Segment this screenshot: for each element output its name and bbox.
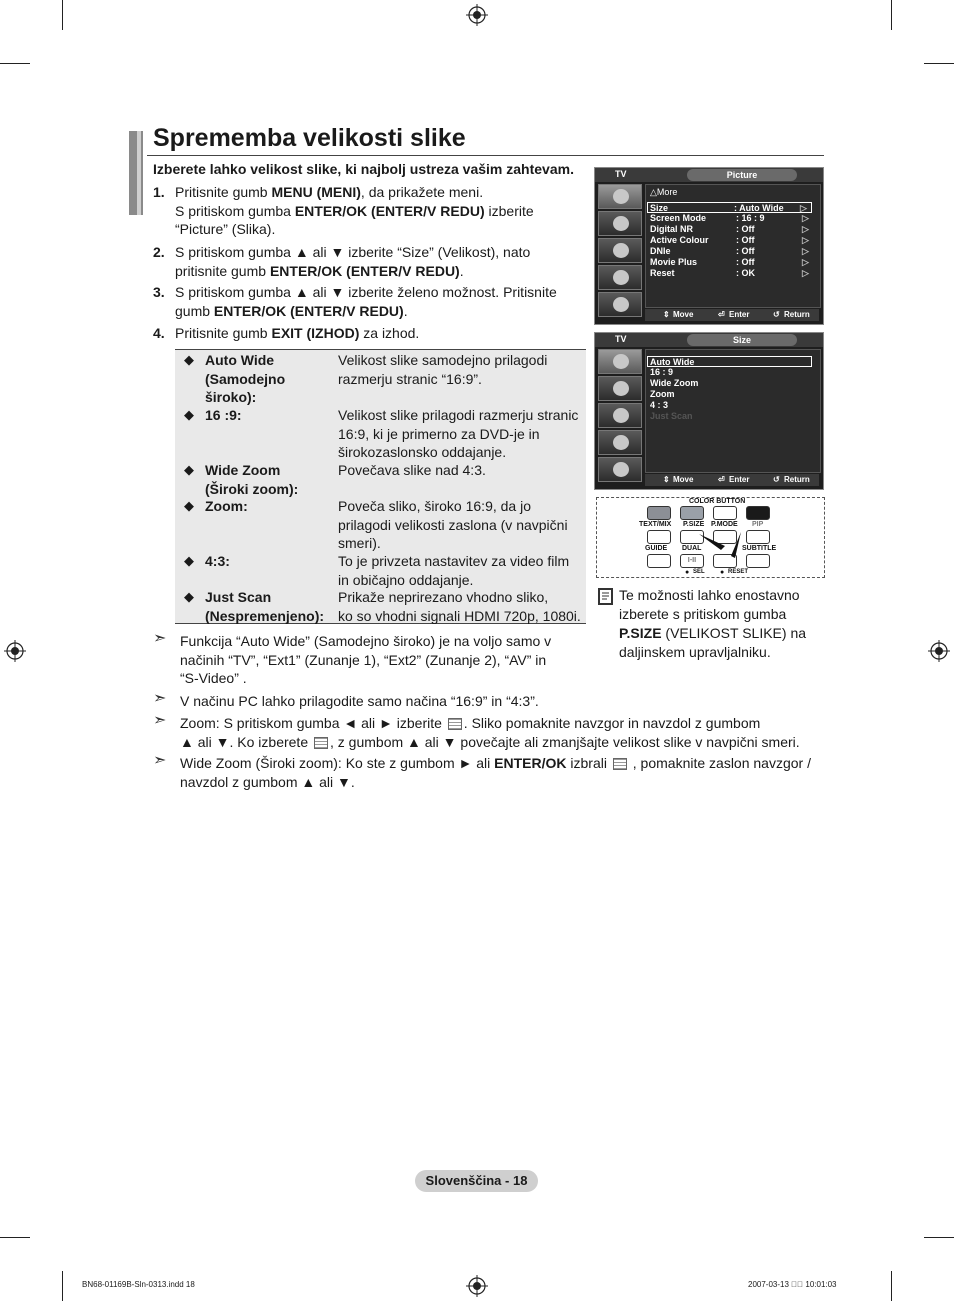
remote-label: P.SIZE (683, 521, 705, 528)
step-key: EXIT (IZHOD) (271, 325, 360, 341)
note-text: navzdol z gumbom ▲ ali ▼. (180, 773, 355, 790)
option-name: Just Scan (205, 589, 272, 605)
note-2 (153, 692, 803, 712)
diamond-bullet-icon: ◆ (184, 498, 194, 513)
osd-header (595, 168, 823, 182)
step-text: S pritiskom gumba (175, 202, 295, 219)
osd-category-icons (598, 184, 643, 319)
channel-icon[interactable] (598, 238, 642, 263)
tip-text: Te možnosti lahko enostavno (619, 587, 800, 603)
tip-text: (VELIKOST SLIKE) na (661, 625, 807, 641)
option-desc: Povečava slike nad 4:3. (338, 462, 486, 478)
option-desc: Velikost slike samodejno prilagodi (338, 352, 548, 368)
note-text: . Sliko pomaknite navzgor in navzdol z gumbom (463, 715, 761, 731)
wide-zoom-position-icon (613, 758, 627, 770)
step-key: MENU (MENI) (271, 184, 361, 200)
option-desc: širokozaslonsko oddajanje. (338, 444, 507, 460)
pointer-arrow-icon (697, 528, 747, 558)
remote-label: GUIDE (645, 545, 668, 552)
note-text: Wide Zoom (Široki zoom): Ko ste z gumbom ► ali (180, 755, 495, 771)
crop-mark (62, 0, 63, 30)
osd-menu-title: Picture (687, 169, 797, 181)
osd-item-label: Active Colour (650, 235, 709, 245)
remote-label: P.MODE (711, 521, 738, 528)
option-name: 16 :9: (205, 407, 242, 423)
channel-icon[interactable] (598, 403, 642, 428)
note-arrow-icon: ➣ (153, 752, 167, 769)
setup-icon[interactable] (598, 430, 642, 455)
option-desc: smeri). (338, 535, 381, 551)
osd-size-option[interactable]: 16 : 9 (650, 367, 674, 377)
osd-menu-item[interactable] (650, 213, 816, 224)
print-slug-file: BN68-01169B-Sln-0313.indd 18 (82, 1280, 195, 1289)
option-name: (Nespremenjeno): (205, 607, 325, 624)
picture-icon[interactable] (598, 349, 642, 374)
osd-size-option[interactable]: Wide Zoom (650, 378, 699, 388)
osd-hint: Move (673, 310, 694, 319)
note-text: , z gumbom ▲ ali ▼ povečajte ali zmanjšajte velikost slike v navpični smeri. (330, 733, 800, 750)
osd-menu-title: Size (687, 334, 797, 346)
move-icon: ⇕ (663, 475, 670, 484)
osd-item-value: : OK (736, 268, 755, 278)
crop-mark (891, 0, 892, 30)
note-arrow-icon: ➣ (153, 630, 167, 647)
remote-label: SEL (693, 569, 705, 575)
zoom-size-icon (314, 737, 328, 749)
note-text: ▲ ali ▼. Ko izberete (180, 733, 309, 750)
diamond-bullet-icon: ◆ (184, 407, 194, 422)
diamond-bullet-icon: ◆ (184, 589, 194, 604)
note-text: Funkcija “Auto Wide” (Samodejno široko) je na voljo samo v (180, 633, 552, 649)
option-name: Zoom: (205, 498, 248, 514)
return-icon: ↺ (773, 310, 780, 319)
registration-mark-icon (928, 640, 950, 662)
sel-icon: ● (685, 569, 690, 576)
step-text: “Picture” (Slika). (175, 221, 276, 237)
osd-hint: Move (673, 475, 694, 484)
arrow-right-icon: ▷ (802, 268, 809, 278)
remote-tip (619, 586, 824, 662)
step-number: 3. (153, 284, 165, 300)
blue-button[interactable] (746, 506, 770, 520)
registration-mark-icon (466, 1275, 488, 1297)
osd-size-option[interactable]: Zoom (650, 389, 675, 399)
option-desc: in običajno oddajanje. (338, 571, 474, 588)
note-text: načinih “TV”, “Ext1” (Zunanje 1), “Ext2” (Zunanje 2), “AV” in (180, 651, 547, 668)
remote-label: PIP (752, 521, 764, 528)
step-text: . (459, 262, 464, 279)
step-text: , da prikažete meni. (360, 184, 484, 200)
title-accent-bar (137, 131, 141, 215)
tip-text: daljinskem upravljalniku. (619, 644, 771, 660)
diamond-bullet-icon: ◆ (184, 553, 194, 568)
note-key: ENTER/OK (494, 755, 567, 771)
note-arrow-icon: ➣ (153, 712, 167, 729)
step-4 (153, 324, 573, 344)
return-icon: ↺ (773, 475, 780, 484)
setup-icon[interactable] (598, 265, 642, 290)
intro-text: Izberete lahko velikost slike, ki najbolj ustreza vašim zahtevam. (153, 161, 574, 177)
registration-mark-icon (466, 4, 488, 26)
step-key: ENTER/OK (ENTER/V REDU) (294, 202, 485, 219)
note-text: , pomaknite zaslon navzgor / (632, 755, 811, 771)
osd-menu-item[interactable] (650, 235, 816, 246)
osd-hint: Return (784, 310, 810, 319)
red-button[interactable] (647, 506, 671, 520)
step-number: 1. (153, 184, 165, 200)
osd-item-value: : Off (736, 224, 755, 234)
osd-item-value: : Off (736, 257, 755, 267)
osd-menu-item[interactable] (647, 202, 812, 213)
crop-mark (0, 1237, 30, 1238)
option-name: široko): (205, 389, 257, 405)
step-key: ENTER/OK (ENTER/V REDU) (269, 262, 460, 279)
osd-size-menu (594, 332, 824, 490)
option-desc: prilagodi velikosti zaslona (v navpični (338, 516, 568, 533)
remote-label: TEXT/MIX (639, 521, 672, 528)
remote-control-excerpt (596, 497, 825, 578)
crop-mark (924, 1237, 954, 1238)
note-text: “S-Video” . (180, 670, 247, 686)
osd-item-value: : 16 : 9 (736, 213, 765, 223)
enter-icon: ⏎ (718, 475, 725, 484)
size-options-table (175, 349, 586, 624)
note-4 (153, 754, 823, 794)
step-text: . (403, 302, 408, 319)
step-text: Pritisnite gumb (175, 184, 272, 200)
step-key: ENTER/OK (ENTER/V REDU) (213, 302, 404, 319)
guide-button[interactable] (647, 554, 671, 568)
osd-hint: Enter (729, 310, 750, 319)
osd-size-option[interactable]: Auto Wide (647, 356, 812, 367)
step-text: Pritisnite gumb (175, 325, 272, 341)
osd-source-label: TV (615, 169, 627, 179)
tip-key: P.SIZE (619, 625, 662, 641)
note-arrow-icon: ➣ (153, 690, 167, 707)
option-name: 4:3: (205, 553, 230, 569)
tip-text: izberete s pritiskom gumba (619, 606, 787, 622)
arrow-right-icon: ▷ (802, 213, 809, 223)
title-rule (147, 155, 824, 156)
pip-button[interactable] (746, 530, 770, 544)
yellow-button[interactable] (713, 506, 737, 520)
step-3 (153, 283, 573, 321)
step-1 (153, 183, 573, 239)
osd-hint: Return (784, 475, 810, 484)
step-number: 2. (153, 244, 165, 260)
osd-menu-panel (645, 349, 821, 473)
osd-item-value: : Auto Wide (734, 203, 784, 213)
remote-label: DUAL (682, 545, 702, 552)
option-desc: 16:9, ki je primerno za DVD-je in (338, 425, 540, 442)
step-2 (153, 243, 573, 281)
note-3 (153, 714, 813, 754)
osd-category-icons (598, 349, 643, 484)
option-desc: Velikost slike prilagodi razmerju stranic (338, 407, 579, 423)
crop-mark (891, 1271, 892, 1301)
option-desc: razmerju stranic “16:9”. (338, 370, 482, 387)
step-text: S pritiskom gumba ▲ ali ▼ izberite želeno možnost. Pritisnite (175, 284, 557, 300)
arrow-right-icon: ▷ (802, 257, 809, 267)
page-number-badge: Slovenščina - 18 (415, 1170, 538, 1192)
osd-size-option-disabled: Just Scan (650, 411, 693, 421)
note-text: V načinu PC lahko prilagodite samo načina “16:9” in “4:3”. (180, 693, 539, 709)
osd-item-label: Screen Mode (650, 213, 707, 223)
remote-label: SUBTITLE (742, 545, 777, 552)
osd-menu-item[interactable] (650, 257, 816, 268)
step-text: gumb (175, 302, 214, 319)
step-text: S pritiskom gumba ▲ ali ▼ izberite “Size” (Velikost), nato (175, 244, 531, 260)
subtitle-button[interactable] (746, 554, 770, 568)
registration-mark-icon (4, 640, 26, 662)
input-icon[interactable] (598, 292, 642, 317)
option-desc: ko so vhodni signali HDMI 720p, 1080i. (338, 607, 581, 624)
step-text: za izhod. (359, 325, 420, 341)
enter-icon: ⏎ (718, 310, 725, 319)
note-text: izbrali (566, 755, 607, 771)
osd-source-label: TV (615, 334, 627, 344)
osd-footer (645, 474, 819, 486)
diamond-bullet-icon: ◆ (184, 462, 194, 477)
crop-mark (0, 63, 30, 64)
step-text: pritisnite gumb (175, 262, 270, 279)
sound-icon[interactable] (598, 211, 642, 236)
osd-item-value: : Off (736, 246, 755, 256)
option-name: Wide Zoom (205, 462, 281, 478)
osd-header (595, 333, 823, 347)
option-desc: Poveča sliko, široko 16:9, da jo (338, 498, 531, 514)
remote-label: RESET (728, 569, 749, 575)
arrow-right-icon: ▷ (802, 246, 809, 256)
osd-more-item[interactable]: △More (650, 187, 678, 197)
arrow-right-icon: ▷ (802, 235, 809, 245)
sound-icon[interactable] (598, 376, 642, 401)
option-name: Auto Wide (205, 352, 275, 368)
reset-icon: ● (720, 569, 725, 576)
option-name: (Široki zoom): (205, 480, 299, 497)
osd-menu-item[interactable] (650, 224, 816, 235)
arrow-right-icon: ▷ (802, 224, 809, 234)
osd-footer (645, 309, 819, 321)
memo-note-icon (598, 588, 613, 605)
page-title: Sprememba velikosti slike (153, 124, 466, 152)
arrow-right-icon: ▷ (800, 203, 807, 213)
osd-item-label: Size (650, 203, 669, 213)
crop-mark (62, 1271, 63, 1301)
osd-picture-menu (594, 167, 824, 325)
osd-item-label: Movie Plus (650, 257, 698, 267)
move-icon: ⇕ (663, 310, 670, 319)
dual-button[interactable]: I-II (680, 554, 704, 568)
zoom-position-icon (448, 718, 462, 730)
text-mix-button[interactable] (647, 530, 671, 544)
remote-label: COLOR BUTTON (689, 498, 746, 505)
option-desc: Prikaže neprirezano vhodno sliko, (338, 589, 549, 605)
green-button[interactable] (680, 506, 704, 520)
step-number: 4. (153, 325, 165, 341)
picture-icon[interactable] (598, 184, 642, 209)
print-slug-date: 2007-03-13 ￿￿ 10:01:03 (748, 1280, 837, 1289)
osd-size-option[interactable]: 4 : 3 (650, 400, 669, 410)
osd-item-label: Digital NR (650, 224, 694, 234)
note-1 (153, 632, 583, 690)
osd-item-value: : Off (736, 235, 755, 245)
osd-item-label: DNIe (650, 246, 671, 256)
note-text: Zoom: S pritiskom gumba ◄ ali ► izberite (180, 715, 442, 731)
osd-menu-item[interactable] (650, 246, 816, 257)
crop-mark (924, 63, 954, 64)
diamond-bullet-icon: ◆ (184, 352, 194, 367)
osd-menu-item[interactable] (650, 268, 816, 279)
osd-menu-panel (645, 184, 821, 308)
step-text: izberite (484, 202, 534, 219)
input-icon[interactable] (598, 457, 642, 482)
option-desc: To je privzeta nastavitev za video film (338, 553, 570, 569)
option-name: (Samodejno (205, 370, 286, 387)
osd-hint: Enter (729, 475, 750, 484)
osd-item-label: Reset (650, 268, 675, 278)
